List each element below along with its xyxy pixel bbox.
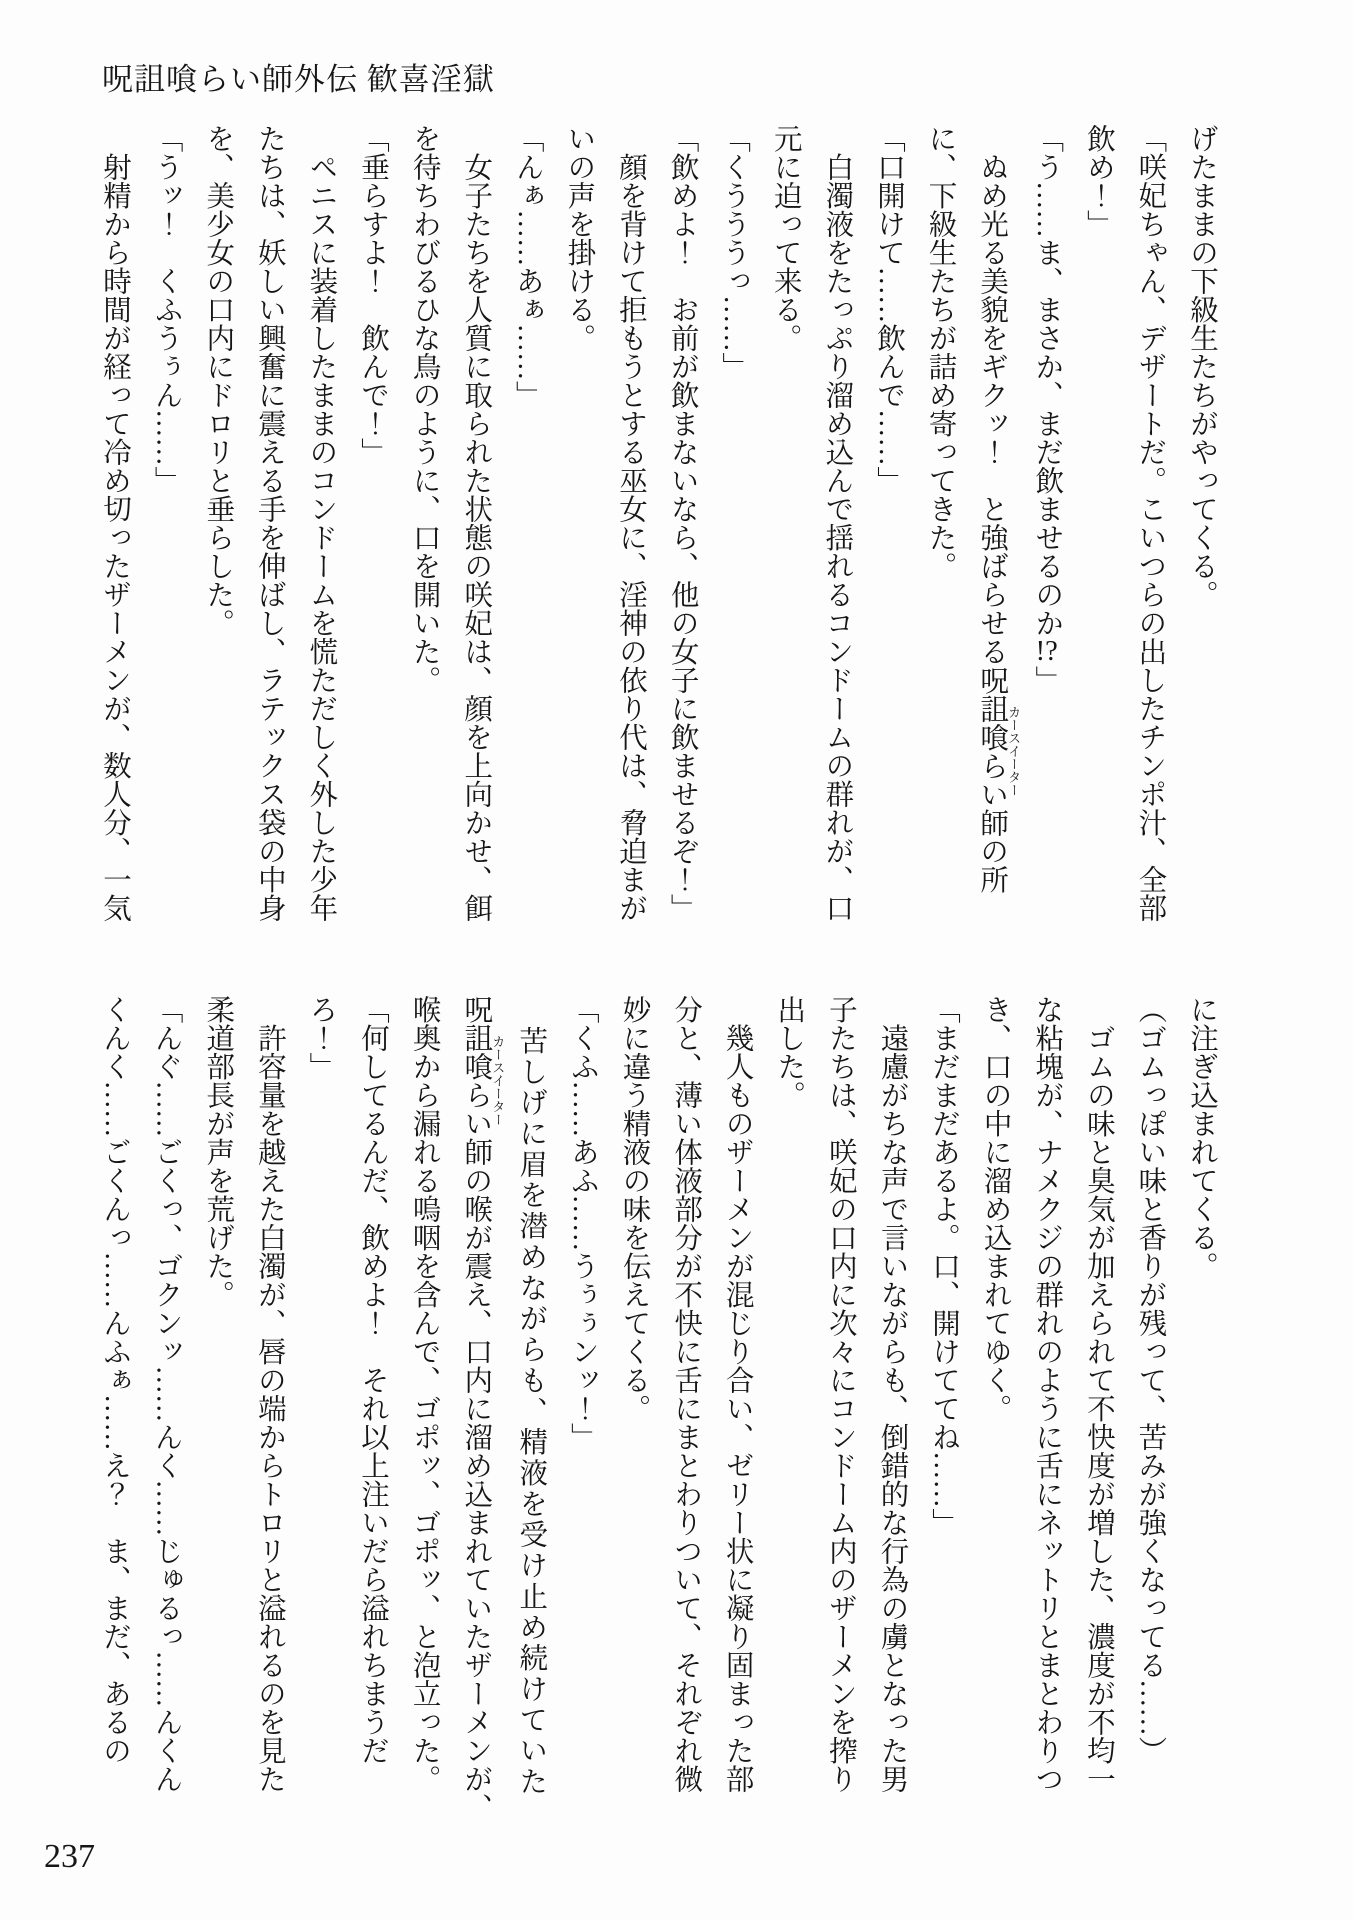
text-line: 白濁液をたっぷり溜め込んで揺れるコンドームの群れが、口 [821, 124, 853, 922]
text-line: げたままの下級生たちがやってくる。 [1186, 124, 1217, 609]
text-line: 許容量を越えた白濁が、唇の端からトロリと溢れるのを見た [253, 995, 285, 1793]
text-line: 元に迫って来る。 [769, 124, 801, 352]
text-line: たちは、妖しい興奮に震える手を伸ばし、ラテックス袋の中身 [253, 124, 285, 922]
text-line: 「飲めよ！ お前が飲まないなら、他の女子に飲ませるぞ！」 [666, 124, 698, 922]
text-line: 「咲妃ちゃん、デザートだ。こいつらの出したチンポ汁、全部 [1134, 124, 1166, 922]
running-header-title: 呪詛喰らい師外伝 歓喜淫獄 [102, 62, 495, 97]
text-line: 顔を背けて拒もうとする巫女に、淫神の依り代は、脅迫まが [614, 124, 646, 922]
text-line: な粘塊が、ナメクジの群れのように舌にネットリとまとわりつ [1031, 995, 1063, 1793]
text-line: 「うッ！ くふうぅん……」 [150, 124, 182, 495]
text-line: 子たちは、咲妃の口内に次々にコンドーム内のザーメンを搾り [824, 995, 856, 1793]
text-line: 苦しげに眉を潜めながらも、精液を受け止め続けていた [515, 995, 547, 1795]
text-line: 分と、薄い体液部分が不快に舌にまとわりついて、それぞれ微 [670, 995, 702, 1793]
text-line: 「まだまだあるよ。口、開けててね……」 [928, 995, 960, 1537]
text-line: 妙に違う精液の味を伝えてくる。 [618, 995, 650, 1423]
upper-text-block [89, 124, 1227, 924]
text-line: 飲め！」 [1082, 124, 1114, 238]
text-line: ペニスに装着したままのコンドームを慌ただしく外した少年 [305, 124, 337, 922]
text-line: を待ちわびるひな鳥のように、口を開いた。 [408, 124, 440, 694]
text-line: 出した。 [773, 995, 805, 1109]
text-line: 遠慮がちな声で言いながらも、倒錯的な行為の虜となった男 [876, 995, 908, 1793]
text-line: くんく……ごくんっ……んふぁ……え？ ま、まだ、あるの [99, 995, 131, 1765]
text-line: ゴムの味と臭気が加えられて不快度が増した、濃度が不均一 [1082, 995, 1114, 1793]
ruby-annotation: 呪詛喰らい師 カースイーター [460, 995, 506, 1166]
text-line: 「んぁ……あぁ……」 [511, 124, 543, 409]
text-line: いの声を掛ける。 [563, 124, 595, 352]
text-line: 「くふ……あふ……うぅぅンッ！」 [566, 995, 598, 1451]
text-line: に、下級生たちが詰め寄ってきた。 [924, 124, 956, 580]
text-line: 柔道部長が声を荒げた。 [202, 995, 234, 1309]
text-line: き、口の中に溜め込まれてゆく。 [979, 995, 1011, 1423]
text-line: 「う……ま、まさか、まだ飲ませるのか!?」 [1031, 124, 1063, 694]
text-line: （ゴムっぽい味と香りが残って、苦みが強くなってる……） [1134, 995, 1166, 1765]
text-line: 喉奥から漏れる嗚咽を含んで、ゴポッ、ゴポッ、と泡立った。 [408, 995, 440, 1793]
lower-text-block [89, 995, 1227, 1822]
text-line: 幾人ものザーメンが混じり合い、ゼリー状に凝り固まった部 [721, 995, 753, 1793]
text-line: ぬめ光る美貌をギクッ！ と強ばらせる呪詛喰らい師 カースイーターの所 [976, 124, 1022, 894]
text-line: を、美少女の口内にドロリと垂らした。 [202, 124, 234, 637]
text-line: 呪詛喰らい師 カースイーターの喉が震え、口内に溜め込まれていたザーメンが、 [460, 995, 506, 1822]
text-line: 「くうううっ……」 [718, 124, 750, 381]
text-line: 「んぐ……ごくっ、ゴクンッ……んく……じゅるっ……んくん [150, 995, 182, 1793]
text-line: 女子たちを人質に取られた状態の咲妃は、顔を上向かせ、餌 [460, 124, 492, 922]
text-line: 射精から時間が経って冷め切ったザーメンが、数人分、一気 [99, 124, 131, 922]
page-number: 237 [44, 1838, 95, 1875]
text-line: 「口開けて……飲んで……」 [872, 124, 904, 495]
ruby-annotation: 呪詛喰らい師 カースイーター [976, 665, 1022, 837]
tate-chu-yoko: !? [1035, 637, 1058, 666]
text-line: 「垂らすよ！ 飲んで！」 [357, 124, 388, 466]
text-line: に注ぎ込まれてくる。 [1186, 995, 1217, 1280]
text-line: ろ！」 [305, 995, 337, 1081]
text-line: 「何してるんだ、飲めよ！ それ以上注いだら溢れちまうだ [357, 995, 388, 1765]
